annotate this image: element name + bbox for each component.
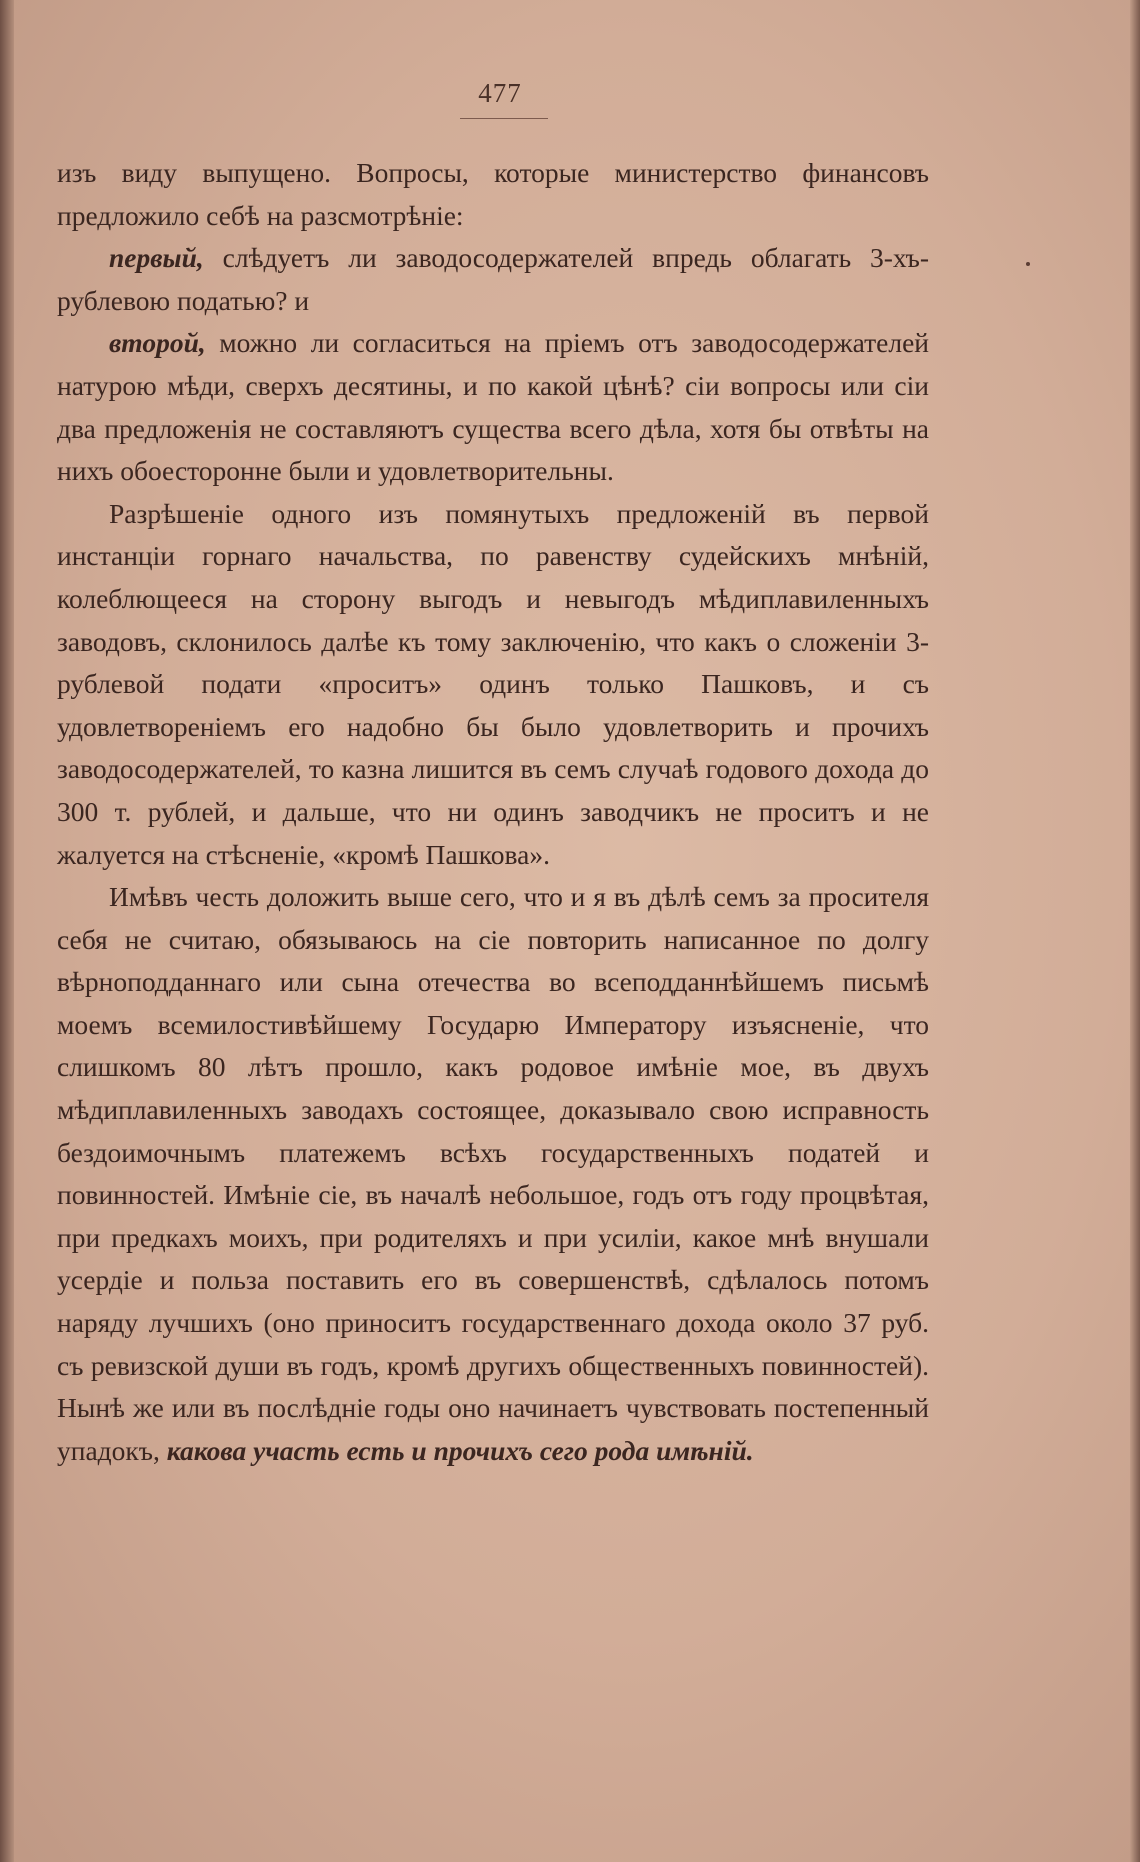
paragraph-2 <box>57 237 929 322</box>
ink-speck <box>1026 262 1030 266</box>
paragraph-4-text: Разрѣшеніе одного изъ помянутыхъ предложеній въ первой инстанціи горнаго начальства, по равенству судейскихъ мнѣній, колеблющееся на сторону выгодъ и невыгодъ мѣдиплавиленныхъ заводовъ, склонилось далѣе къ тому заключенію, что какъ о сложеніи 3-рублевой подати «проситъ» одинъ только Пашковъ, и съ удовлетвореніемъ его надобно бы было удовлетворить и прочихъ заводосодержателей, то казна лишится въ семъ случаѣ годового дохода до 300 т. рублей, и дальше, что ни одинъ заводчикъ не проситъ и не жалуется на стѣсненіе, «кромѣ Пашкова». <box>57 497 929 870</box>
paragraph-1-text: изъ виду выпущено. Вопросы, которые министерство финансовъ предложило себѣ на разсмотрѣніе: <box>57 157 929 231</box>
paragraph-2-lead: первый, <box>109 242 204 274</box>
body-text <box>57 152 929 1472</box>
page-number-underline <box>460 118 548 119</box>
page-left-edge <box>0 0 14 1862</box>
page-right-edge <box>1130 0 1140 1862</box>
paragraph-5 <box>57 876 929 1472</box>
paragraph-5-tail: какова участь есть и прочихъ сего рода имѣній. <box>166 1434 754 1466</box>
paragraph-1 <box>57 152 929 237</box>
page-number: 477 <box>478 78 522 108</box>
paragraph-3-lead: второй, <box>109 327 206 359</box>
paragraph-3-text: можно ли согласиться на пріемъ отъ заводосодержателей натурою мѣди, сверхъ десятины, и по какой цѣнѣ? сіи вопросы или сіи два предложенія не составляютъ существа всего дѣла, хотя бы отвѣты на нихъ обоесторонне были и удовлетворительны. <box>57 327 929 487</box>
paragraph-2-text: слѣдуетъ ли заводосодержателей впредь облагать 3-хъ-рублевою податью? и <box>57 242 929 316</box>
paragraph-5-text: Имѣвъ честь доложить выше сего, что и я въ дѣлѣ семъ за просителя себя не считаю, обязываюсь на сіе повторить написанное по долгу вѣрноподданнаго или сына отечества во всеподданнѣйшемъ письмѣ моемъ всемилостивѣйшему Государю Императору изъясненіе, что слишкомъ 80 лѣтъ прошло, какъ родовое имѣніе мое, въ двухъ мѣдиплавиленныхъ заводахъ состоящее, доказывало свою исправность бездоимочнымъ платежемъ всѣхъ государственныхъ податей и повинностей. Имѣніе сіе, въ началѣ небольшое, годъ отъ году процвѣтая, при предкахъ моихъ, при родителяхъ и при усиліи, какое мнѣ внушали усердіе и польза поставить его въ совершенствѣ, сдѣлалось потомъ наряду лучшихъ (оно приноситъ государственнаго дохода около 37 руб. съ ревизской души въ годъ, кромѣ другихъ общественныхъ повинностей). Нынѣ же или въ послѣдніе годы оно начинаетъ чувствовать постепенный упадокъ, <box>57 881 929 1466</box>
paragraph-4 <box>57 493 929 876</box>
paragraph-3 <box>57 322 929 492</box>
